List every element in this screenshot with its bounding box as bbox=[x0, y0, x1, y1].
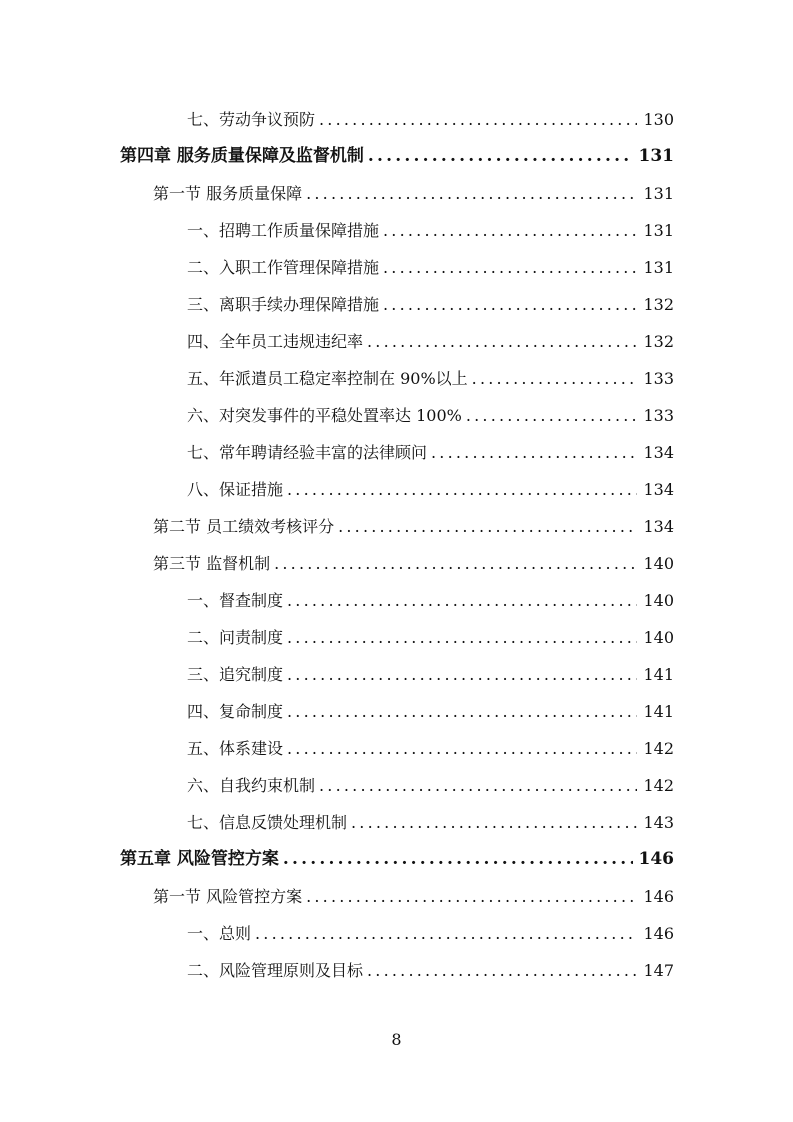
toc-entry-page: 133 bbox=[643, 406, 674, 425]
toc-entry[interactable] bbox=[187, 730, 674, 767]
toc-entry-page: 141 bbox=[643, 665, 674, 684]
toc-entry-page: 140 bbox=[643, 591, 674, 610]
dot-leader bbox=[319, 101, 637, 138]
dot-leader bbox=[368, 138, 633, 175]
toc-entry-page: 134 bbox=[643, 443, 674, 462]
page-number: 8 bbox=[391, 1030, 402, 1049]
dot-leader bbox=[274, 545, 637, 582]
toc-entry-label: 七、劳动争议预防 bbox=[187, 110, 316, 129]
toc-entry[interactable] bbox=[187, 471, 674, 508]
toc-entry-label: 一、招聘工作质量保障措施 bbox=[187, 221, 380, 240]
toc-entry-label: 二、风险管理原则及目标 bbox=[187, 961, 364, 980]
toc-entry-page: 133 bbox=[643, 369, 674, 388]
dot-leader bbox=[287, 693, 637, 730]
toc-entry[interactable] bbox=[187, 323, 674, 360]
dot-leader bbox=[287, 619, 637, 656]
toc-entry-page: 142 bbox=[643, 776, 674, 795]
toc-entry[interactable] bbox=[187, 582, 674, 619]
dot-leader bbox=[287, 582, 637, 619]
toc-entry[interactable] bbox=[153, 508, 674, 545]
toc-entry-label: 五、年派遣员工稳定率控制在 90%以上 bbox=[187, 369, 468, 388]
toc-entry[interactable] bbox=[187, 619, 674, 656]
toc-entry-label: 七、信息反馈处理机制 bbox=[187, 813, 348, 832]
toc-entry-label: 五、体系建设 bbox=[187, 739, 284, 758]
toc-entry-label: 第四章 服务质量保障及监督机制 bbox=[120, 146, 364, 166]
toc-entry-page: 140 bbox=[643, 628, 674, 647]
dot-leader bbox=[472, 360, 638, 397]
dot-leader bbox=[283, 841, 633, 878]
dot-leader bbox=[351, 804, 637, 841]
toc-entry-page: 140 bbox=[643, 554, 674, 573]
toc-entry-page: 134 bbox=[643, 480, 674, 499]
toc-entry[interactable] bbox=[187, 360, 674, 397]
toc-entry[interactable] bbox=[187, 767, 674, 804]
toc-entry-label: 四、复命制度 bbox=[187, 702, 284, 721]
toc-entry-label: 一、督查制度 bbox=[187, 591, 284, 610]
toc-entry[interactable] bbox=[120, 841, 674, 878]
toc-entry-label: 第五章 风险管控方案 bbox=[120, 849, 279, 869]
toc-entry-page: 131 bbox=[638, 146, 674, 166]
toc-entry[interactable] bbox=[187, 101, 674, 138]
toc-entry-page: 132 bbox=[643, 332, 674, 351]
toc-entry[interactable] bbox=[187, 434, 674, 471]
toc-entry-label: 八、保证措施 bbox=[187, 480, 284, 499]
toc-entry[interactable] bbox=[187, 804, 674, 841]
toc-entry-label: 六、对突发事件的平稳处置率达 100% bbox=[187, 406, 462, 425]
toc-entry-page: 143 bbox=[643, 813, 674, 832]
dot-leader bbox=[367, 323, 637, 360]
toc-entry[interactable] bbox=[187, 397, 674, 434]
toc-entry-page: 131 bbox=[643, 258, 674, 277]
dot-leader bbox=[306, 878, 637, 915]
toc-entry-label: 第二节 员工绩效考核评分 bbox=[153, 517, 335, 536]
dot-leader bbox=[383, 212, 637, 249]
dot-leader bbox=[466, 397, 638, 434]
toc-entry-page: 134 bbox=[643, 517, 674, 536]
toc-entry-page: 146 bbox=[638, 849, 674, 869]
toc-entry-label: 二、入职工作管理保障措施 bbox=[187, 258, 380, 277]
toc-entry[interactable] bbox=[187, 693, 674, 730]
toc-entry-page: 130 bbox=[643, 110, 674, 129]
toc-entry-page: 147 bbox=[643, 961, 674, 980]
toc-entry[interactable] bbox=[187, 212, 674, 249]
toc-entry[interactable] bbox=[187, 249, 674, 286]
toc-entry[interactable] bbox=[153, 175, 674, 212]
dot-leader bbox=[287, 656, 637, 693]
toc-entry[interactable] bbox=[187, 915, 674, 952]
dot-leader bbox=[287, 471, 637, 508]
toc-entry-page: 131 bbox=[643, 184, 674, 203]
dot-leader bbox=[383, 286, 637, 323]
toc-entry[interactable] bbox=[187, 656, 674, 693]
toc-entry-page: 131 bbox=[643, 221, 674, 240]
toc-entry-label: 一、总则 bbox=[187, 924, 252, 943]
toc-entry-label: 七、常年聘请经验丰富的法律顾问 bbox=[187, 443, 428, 462]
toc-entry[interactable] bbox=[153, 545, 674, 582]
toc-entry-label: 六、自我约束机制 bbox=[187, 776, 316, 795]
dot-leader bbox=[306, 175, 637, 212]
toc-entry-page: 141 bbox=[643, 702, 674, 721]
dot-leader bbox=[287, 730, 637, 767]
toc-entry-label: 三、追究制度 bbox=[187, 665, 284, 684]
toc-entry-label: 第三节 监督机制 bbox=[153, 554, 271, 573]
toc-entry-page: 146 bbox=[643, 887, 674, 906]
toc-entry[interactable] bbox=[153, 878, 674, 915]
dot-leader bbox=[255, 915, 637, 952]
toc-entry-label: 三、离职手续办理保障措施 bbox=[187, 295, 380, 314]
toc-entry[interactable] bbox=[120, 138, 674, 175]
dot-leader bbox=[338, 508, 637, 545]
toc-entry[interactable] bbox=[187, 286, 674, 323]
toc-entry-label: 二、问责制度 bbox=[187, 628, 284, 647]
toc-entry-label: 四、全年员工违规违纪率 bbox=[187, 332, 364, 351]
toc-entry-label: 第一节 服务质量保障 bbox=[153, 184, 303, 203]
dot-leader bbox=[383, 249, 637, 286]
dot-leader bbox=[367, 952, 637, 989]
toc-entry-page: 132 bbox=[643, 295, 674, 314]
dot-leader bbox=[319, 767, 637, 804]
toc-entry-page: 142 bbox=[643, 739, 674, 758]
toc-entry[interactable] bbox=[187, 952, 674, 989]
dot-leader bbox=[431, 434, 637, 471]
toc-entry-page: 146 bbox=[643, 924, 674, 943]
toc-entry-label: 第一节 风险管控方案 bbox=[153, 887, 303, 906]
